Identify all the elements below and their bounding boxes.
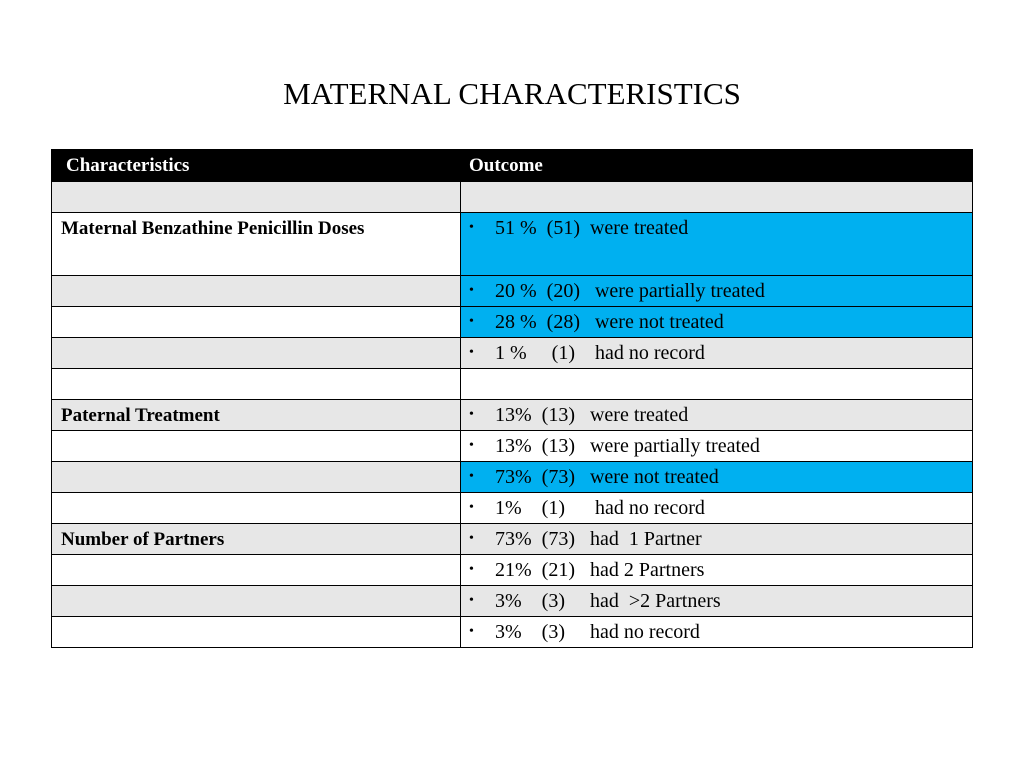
outcome-cell [461,524,973,555]
characteristic-cell [52,555,461,586]
table-row [52,369,973,400]
characteristic-cell [52,493,461,524]
characteristic-cell [52,213,461,276]
table-row [52,307,973,338]
bullet-icon: • [469,593,474,608]
table-row [52,617,973,648]
outcome-text: 20 % (20) were partially treated [495,279,765,302]
outcome-cell [461,369,973,400]
header-characteristics: Characteristics [52,150,461,182]
bullet-icon: • [469,407,474,422]
characteristic-cell [52,369,461,400]
table-row [52,213,973,276]
outcome-cell [461,555,973,586]
bullet-icon: • [469,531,474,546]
table-row [52,338,973,369]
characteristic-label: Number of Partners [61,529,225,550]
characteristic-cell [52,617,461,648]
outcome-cell [461,617,973,648]
bullet-icon: • [469,469,474,484]
characteristic-cell [52,524,461,555]
outcome-cell [461,182,973,213]
outcome-text: 28 % (28) were not treated [495,310,724,333]
characteristic-cell [52,276,461,307]
table-row [52,182,973,213]
header-outcome: Outcome [461,150,973,182]
outcome-cell [461,462,973,493]
outcome-cell [461,276,973,307]
bullet-icon: • [469,438,474,453]
outcome-cell [461,493,973,524]
bullet-icon: • [469,500,474,515]
characteristic-label: Paternal Treatment [61,405,220,426]
outcome-cell [461,307,973,338]
table-header-row [52,150,973,182]
bullet-icon: • [469,624,474,639]
outcome-text: 73% (73) were not treated [495,465,719,488]
characteristic-cell [52,182,461,213]
characteristics-table [51,149,973,648]
characteristic-cell [52,462,461,493]
outcome-cell [461,213,973,276]
outcome-text: 1% (1) had no record [495,496,705,519]
table-row [52,276,973,307]
outcome-text: 73% (73) had 1 Partner [495,527,702,550]
table-row [52,462,973,493]
outcome-text: 3% (3) had no record [495,620,700,643]
outcome-text: 51 % (51) were treated [495,216,689,239]
bullet-icon: • [469,562,474,577]
outcome-cell [461,400,973,431]
table-row [52,400,973,431]
bullet-icon: • [469,283,474,298]
outcome-cell [461,338,973,369]
table-row [52,431,973,462]
outcome-text: 13% (13) were treated [495,403,689,426]
table-row [52,493,973,524]
table-row [52,586,973,617]
outcome-text: 1 % (1) had no record [495,341,705,364]
outcome-cell [461,586,973,617]
bullet-icon: • [469,314,474,329]
bullet-icon: • [469,220,474,235]
characteristic-cell [52,307,461,338]
characteristic-cell [52,400,461,431]
table-row [52,524,973,555]
outcome-cell [461,431,973,462]
outcome-text: 3% (3) had >2 Partners [495,589,721,612]
characteristic-cell [52,338,461,369]
table-row [52,555,973,586]
outcome-text: 21% (21) had 2 Partners [495,558,705,581]
bullet-icon: • [469,345,474,360]
characteristic-label: Maternal Benzathine Penicillin Doses [61,218,365,239]
characteristic-cell [52,586,461,617]
page-title: MATERNAL CHARACTERISTICS [283,76,741,111]
outcome-text: 13% (13) were partially treated [495,434,760,457]
characteristic-cell [52,431,461,462]
